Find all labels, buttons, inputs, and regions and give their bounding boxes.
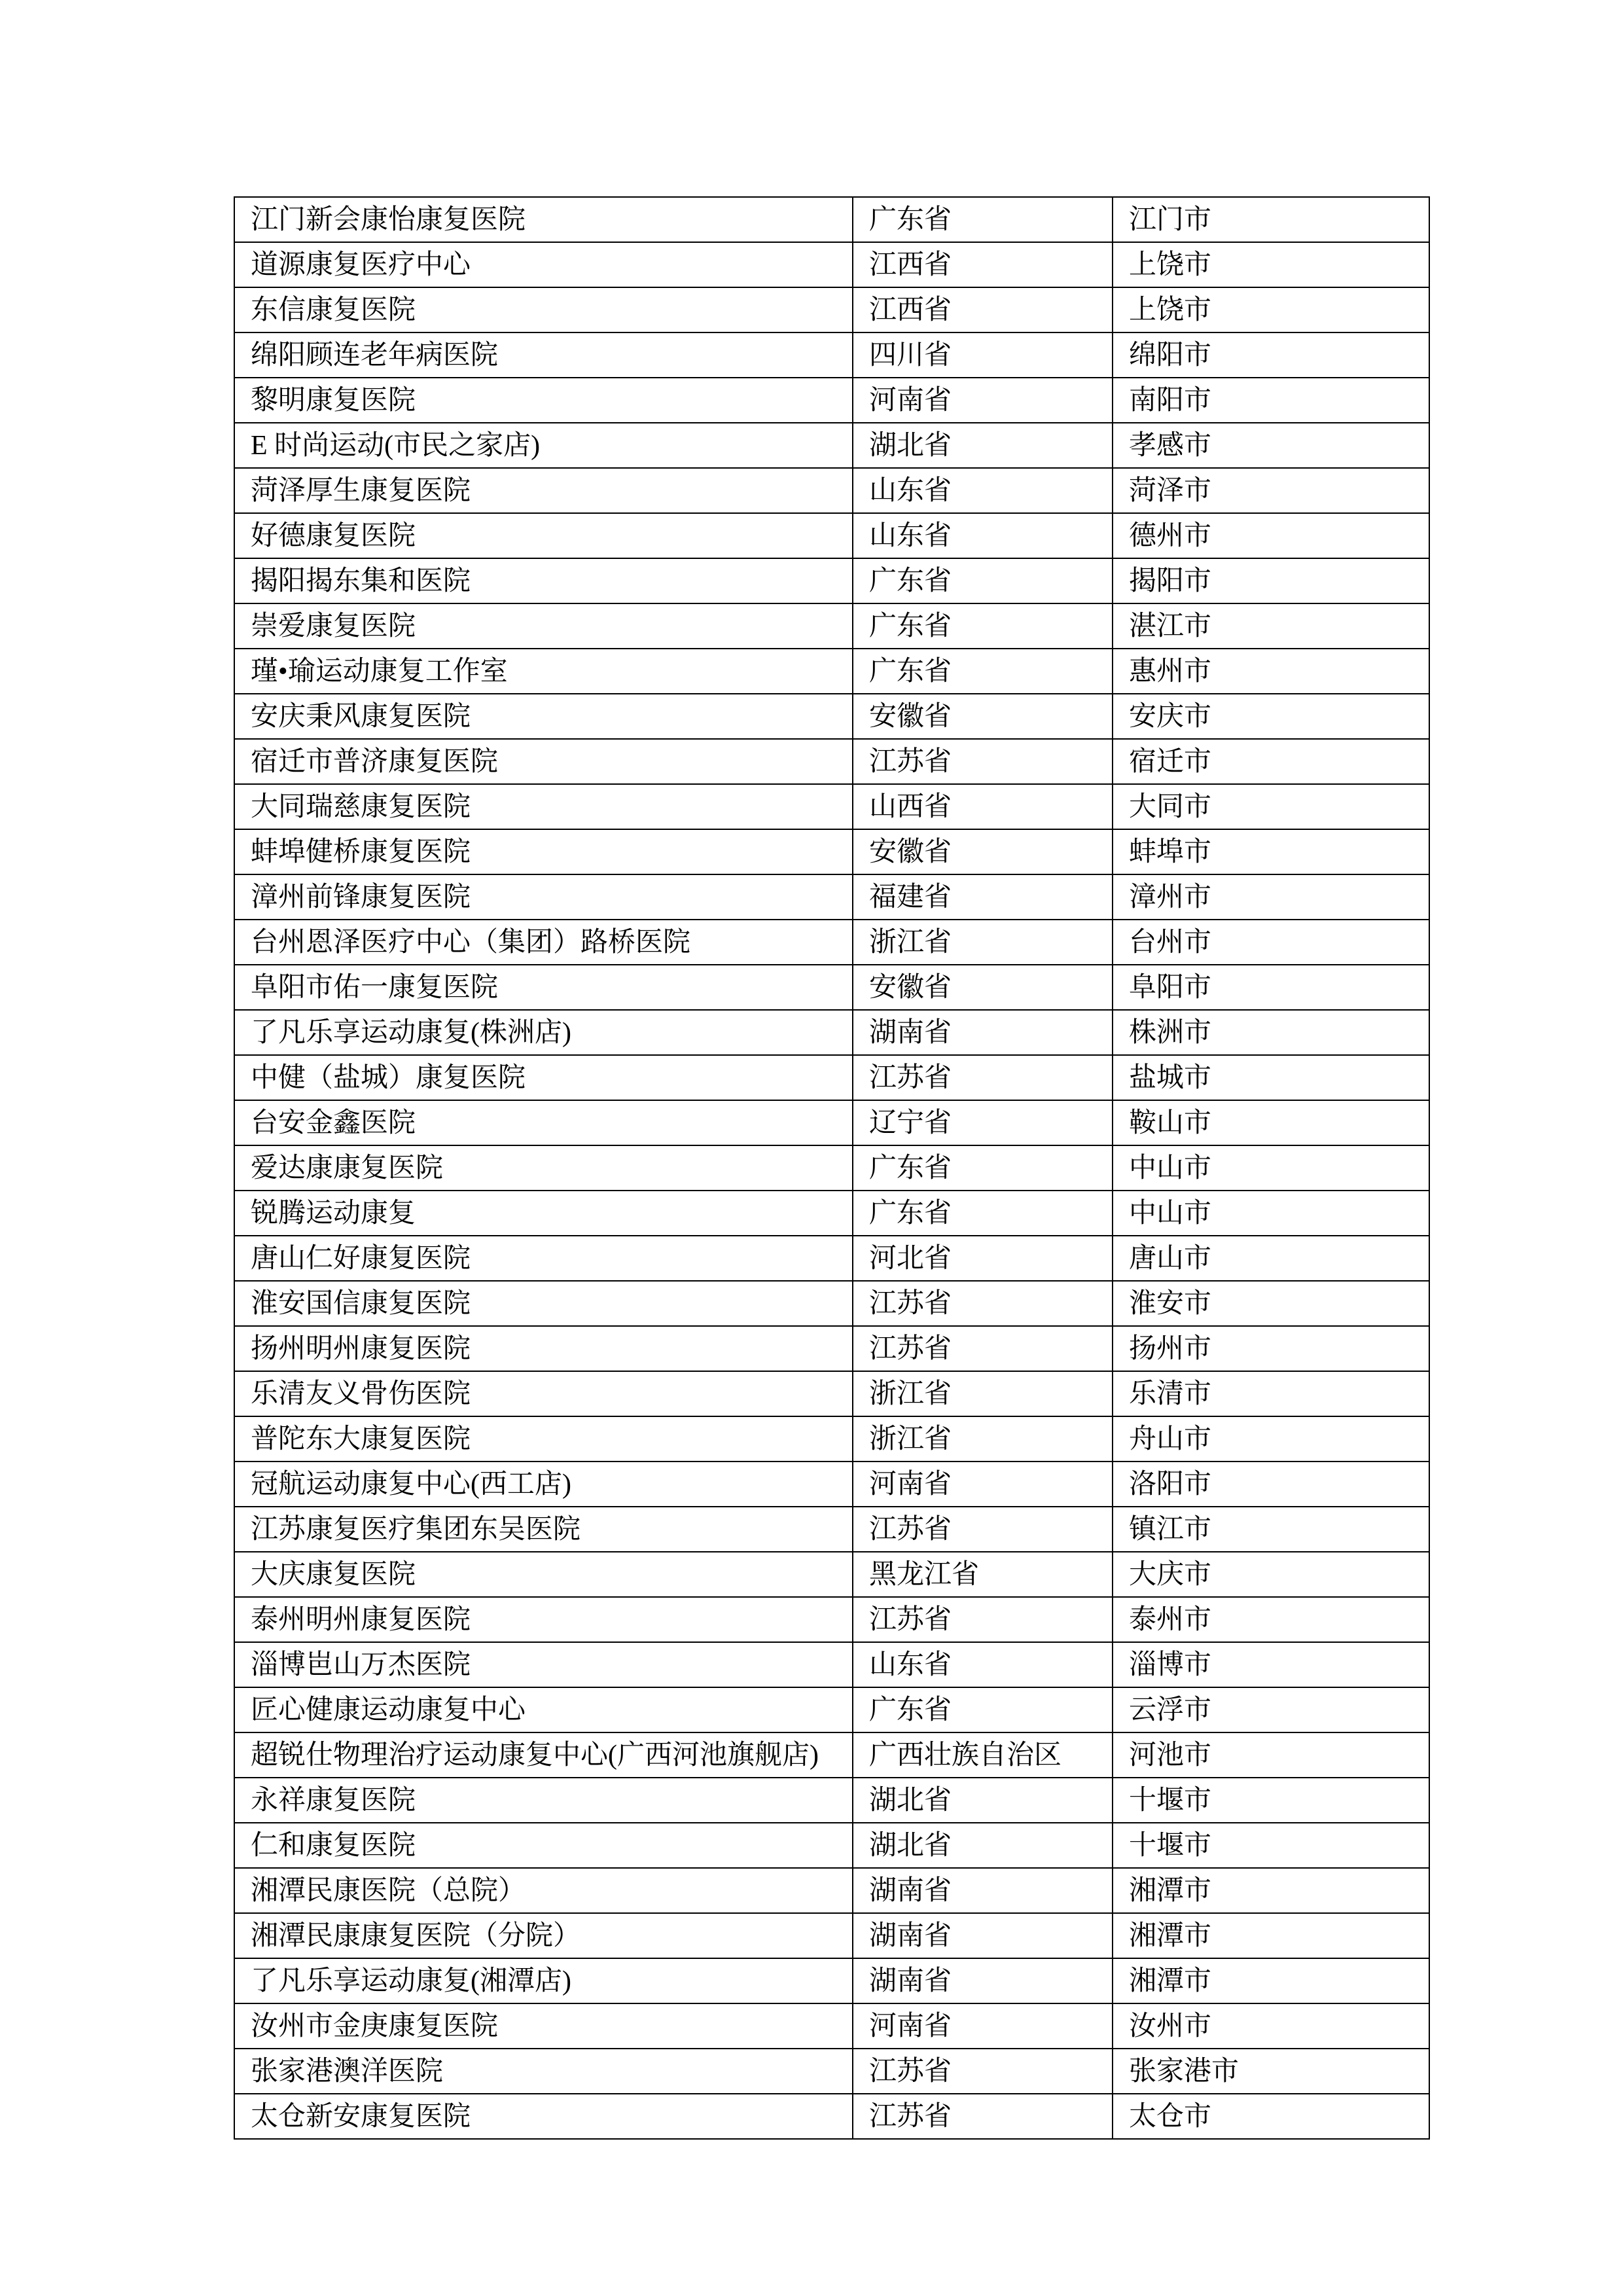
province-cell: 浙江省 [853,1371,1113,1416]
institution-name-cell: 唐山仁好康复医院 [234,1236,853,1281]
province-cell: 河南省 [853,2003,1113,2049]
province-cell: 广东省 [853,649,1113,694]
province-cell: 广东省 [853,197,1113,242]
table-row [234,829,1429,874]
table-row [234,1868,1429,1913]
province-cell: 山东省 [853,513,1113,558]
institution-name-cell: 湘潭民康康复医院（分院） [234,1913,853,1958]
province-cell: 湖北省 [853,1778,1113,1823]
table-row [234,1236,1429,1281]
province-cell: 山西省 [853,784,1113,829]
institution-name-cell: 台安金鑫医院 [234,1100,853,1145]
province-cell: 四川省 [853,332,1113,378]
table-row [234,513,1429,558]
province-cell: 广西壮族自治区 [853,1732,1113,1778]
province-cell: 江苏省 [853,1597,1113,1642]
table-row [234,1100,1429,1145]
table-row [234,1732,1429,1778]
institution-name-cell: 扬州明州康复医院 [234,1326,853,1371]
province-cell: 江西省 [853,287,1113,332]
institution-name-cell: 蚌埠健桥康复医院 [234,829,853,874]
city-cell: 德州市 [1113,513,1429,558]
institution-name-cell: 淄博岜山万杰医院 [234,1642,853,1687]
province-cell: 广东省 [853,558,1113,603]
province-cell: 江苏省 [853,739,1113,784]
institution-name-cell: 中健（盐城）康复医院 [234,1055,853,1100]
province-cell: 湖南省 [853,1958,1113,2003]
city-cell: 淄博市 [1113,1642,1429,1687]
table-row [234,242,1429,287]
city-cell: 乐清市 [1113,1371,1429,1416]
table-row [234,1823,1429,1868]
table-row [234,1778,1429,1823]
institution-name-cell: 漳州前锋康复医院 [234,874,853,920]
institution-name-cell: 东信康复医院 [234,287,853,332]
city-cell: 阜阳市 [1113,965,1429,1010]
institution-name-cell: 宿迁市普济康复医院 [234,739,853,784]
province-cell: 山东省 [853,468,1113,513]
table-row [234,1416,1429,1462]
province-cell: 江苏省 [853,1281,1113,1326]
table-row [234,694,1429,739]
city-cell: 中山市 [1113,1191,1429,1236]
province-cell: 广东省 [853,1687,1113,1732]
city-cell: 舟山市 [1113,1416,1429,1462]
table-row [234,2094,1429,2139]
institution-name-cell: 江门新会康怡康复医院 [234,197,853,242]
city-cell: 太仓市 [1113,2094,1429,2139]
institution-name-cell: 汝州市金庚康复医院 [234,2003,853,2049]
province-cell: 河北省 [853,1236,1113,1281]
city-cell: 菏泽市 [1113,468,1429,513]
institution-name-cell: 揭阳揭东集和医院 [234,558,853,603]
city-cell: 揭阳市 [1113,558,1429,603]
institution-name-cell: 好德康复医院 [234,513,853,558]
province-cell: 河南省 [853,378,1113,423]
city-cell: 张家港市 [1113,2049,1429,2094]
city-cell: 宿迁市 [1113,739,1429,784]
province-cell: 江苏省 [853,2094,1113,2139]
province-cell: 江西省 [853,242,1113,287]
city-cell: 泰州市 [1113,1597,1429,1642]
city-cell: 盐城市 [1113,1055,1429,1100]
province-cell: 广东省 [853,1191,1113,1236]
province-cell: 江苏省 [853,1507,1113,1552]
city-cell: 湘潭市 [1113,1868,1429,1913]
city-cell: 惠州市 [1113,649,1429,694]
institution-name-cell: 泰州明州康复医院 [234,1597,853,1642]
table-row [234,2049,1429,2094]
city-cell: 蚌埠市 [1113,829,1429,874]
institution-name-cell: 了凡乐享运动康复(株洲店) [234,1010,853,1055]
table-row [234,920,1429,965]
city-cell: 上饶市 [1113,287,1429,332]
institution-name-cell: 大同瑞慈康复医院 [234,784,853,829]
table-row [234,1281,1429,1326]
table-row [234,603,1429,649]
province-cell: 江苏省 [853,2049,1113,2094]
table-row [234,423,1429,468]
province-cell: 福建省 [853,874,1113,920]
institution-name-cell: 锐腾运动康复 [234,1191,853,1236]
institution-name-cell: 崇爱康复医院 [234,603,853,649]
table-row [234,1507,1429,1552]
province-cell: 江苏省 [853,1055,1113,1100]
province-cell: 浙江省 [853,1416,1113,1462]
city-cell: 上饶市 [1113,242,1429,287]
table-row [234,1597,1429,1642]
province-cell: 江苏省 [853,1326,1113,1371]
institution-name-cell: 张家港澳洋医院 [234,2049,853,2094]
province-cell: 浙江省 [853,920,1113,965]
city-cell: 孝感市 [1113,423,1429,468]
province-cell: 广东省 [853,1145,1113,1191]
table-row [234,1010,1429,1055]
institution-name-cell: 永祥康复医院 [234,1778,853,1823]
province-cell: 湖北省 [853,1823,1113,1868]
city-cell: 河池市 [1113,1732,1429,1778]
city-cell: 洛阳市 [1113,1462,1429,1507]
institution-name-cell: 爱达康康复医院 [234,1145,853,1191]
province-cell: 湖南省 [853,1010,1113,1055]
city-cell: 十堰市 [1113,1778,1429,1823]
table-row [234,558,1429,603]
city-cell: 安庆市 [1113,694,1429,739]
table-row [234,378,1429,423]
city-cell: 汝州市 [1113,2003,1429,2049]
city-cell: 云浮市 [1113,1687,1429,1732]
city-cell: 唐山市 [1113,1236,1429,1281]
city-cell: 大同市 [1113,784,1429,829]
institution-name-cell: E 时尚运动(市民之家店) [234,423,853,468]
table-row [234,287,1429,332]
table-row [234,1958,1429,2003]
table-row [234,1055,1429,1100]
institution-name-cell: 江苏康复医疗集团东吴医院 [234,1507,853,1552]
institution-name-cell: 瑾•瑜运动康复工作室 [234,649,853,694]
table-row [234,965,1429,1010]
city-cell: 株洲市 [1113,1010,1429,1055]
institution-name-cell: 乐清友义骨伤医院 [234,1371,853,1416]
table-row [234,1552,1429,1597]
city-cell: 十堰市 [1113,1823,1429,1868]
city-cell: 鞍山市 [1113,1100,1429,1145]
table-row [234,1191,1429,1236]
institution-name-cell: 匠心健康运动康复中心 [234,1687,853,1732]
institution-name-cell: 台州恩泽医疗中心（集团）路桥医院 [234,920,853,965]
institution-name-cell: 仁和康复医院 [234,1823,853,1868]
city-cell: 台州市 [1113,920,1429,965]
city-cell: 大庆市 [1113,1552,1429,1597]
table-row [234,1371,1429,1416]
province-cell: 山东省 [853,1642,1113,1687]
table-row [234,2003,1429,2049]
table-row [234,649,1429,694]
city-cell: 漳州市 [1113,874,1429,920]
table-row [234,332,1429,378]
province-cell: 辽宁省 [853,1100,1113,1145]
hospital-table-body [234,197,1429,2139]
table-row [234,1326,1429,1371]
table-row [234,1642,1429,1687]
table-row [234,197,1429,242]
institution-name-cell: 冠航运动康复中心(西工店) [234,1462,853,1507]
institution-name-cell: 大庆康复医院 [234,1552,853,1597]
table-row [234,1687,1429,1732]
institution-name-cell: 黎明康复医院 [234,378,853,423]
province-cell: 安徽省 [853,694,1113,739]
city-cell: 南阳市 [1113,378,1429,423]
institution-name-cell: 绵阳顾连老年病医院 [234,332,853,378]
institution-name-cell: 超锐仕物理治疗运动康复中心(广西河池旗舰店) [234,1732,853,1778]
city-cell: 镇江市 [1113,1507,1429,1552]
province-cell: 黑龙江省 [853,1552,1113,1597]
institution-name-cell: 普陀东大康复医院 [234,1416,853,1462]
city-cell: 江门市 [1113,197,1429,242]
institution-name-cell: 了凡乐享运动康复(湘潭店) [234,1958,853,2003]
province-cell: 广东省 [853,603,1113,649]
table-row [234,784,1429,829]
table-row [234,874,1429,920]
institution-name-cell: 湘潭民康医院（总院） [234,1868,853,1913]
table-row [234,1462,1429,1507]
city-cell: 湘潭市 [1113,1958,1429,2003]
table-row [234,468,1429,513]
province-cell: 湖南省 [853,1868,1113,1913]
hospital-table [234,196,1430,2140]
province-cell: 安徽省 [853,829,1113,874]
institution-name-cell: 阜阳市佑一康复医院 [234,965,853,1010]
table-row [234,1913,1429,1958]
institution-name-cell: 太仓新安康复医院 [234,2094,853,2139]
province-cell: 河南省 [853,1462,1113,1507]
table-row [234,1145,1429,1191]
city-cell: 扬州市 [1113,1326,1429,1371]
province-cell: 湖北省 [853,423,1113,468]
institution-name-cell: 菏泽厚生康复医院 [234,468,853,513]
province-cell: 安徽省 [853,965,1113,1010]
institution-name-cell: 安庆秉风康复医院 [234,694,853,739]
city-cell: 绵阳市 [1113,332,1429,378]
city-cell: 湛江市 [1113,603,1429,649]
city-cell: 中山市 [1113,1145,1429,1191]
institution-name-cell: 道源康复医疗中心 [234,242,853,287]
city-cell: 湘潭市 [1113,1913,1429,1958]
city-cell: 淮安市 [1113,1281,1429,1326]
province-cell: 湖南省 [853,1913,1113,1958]
institution-name-cell: 淮安国信康复医院 [234,1281,853,1326]
table-row [234,739,1429,784]
